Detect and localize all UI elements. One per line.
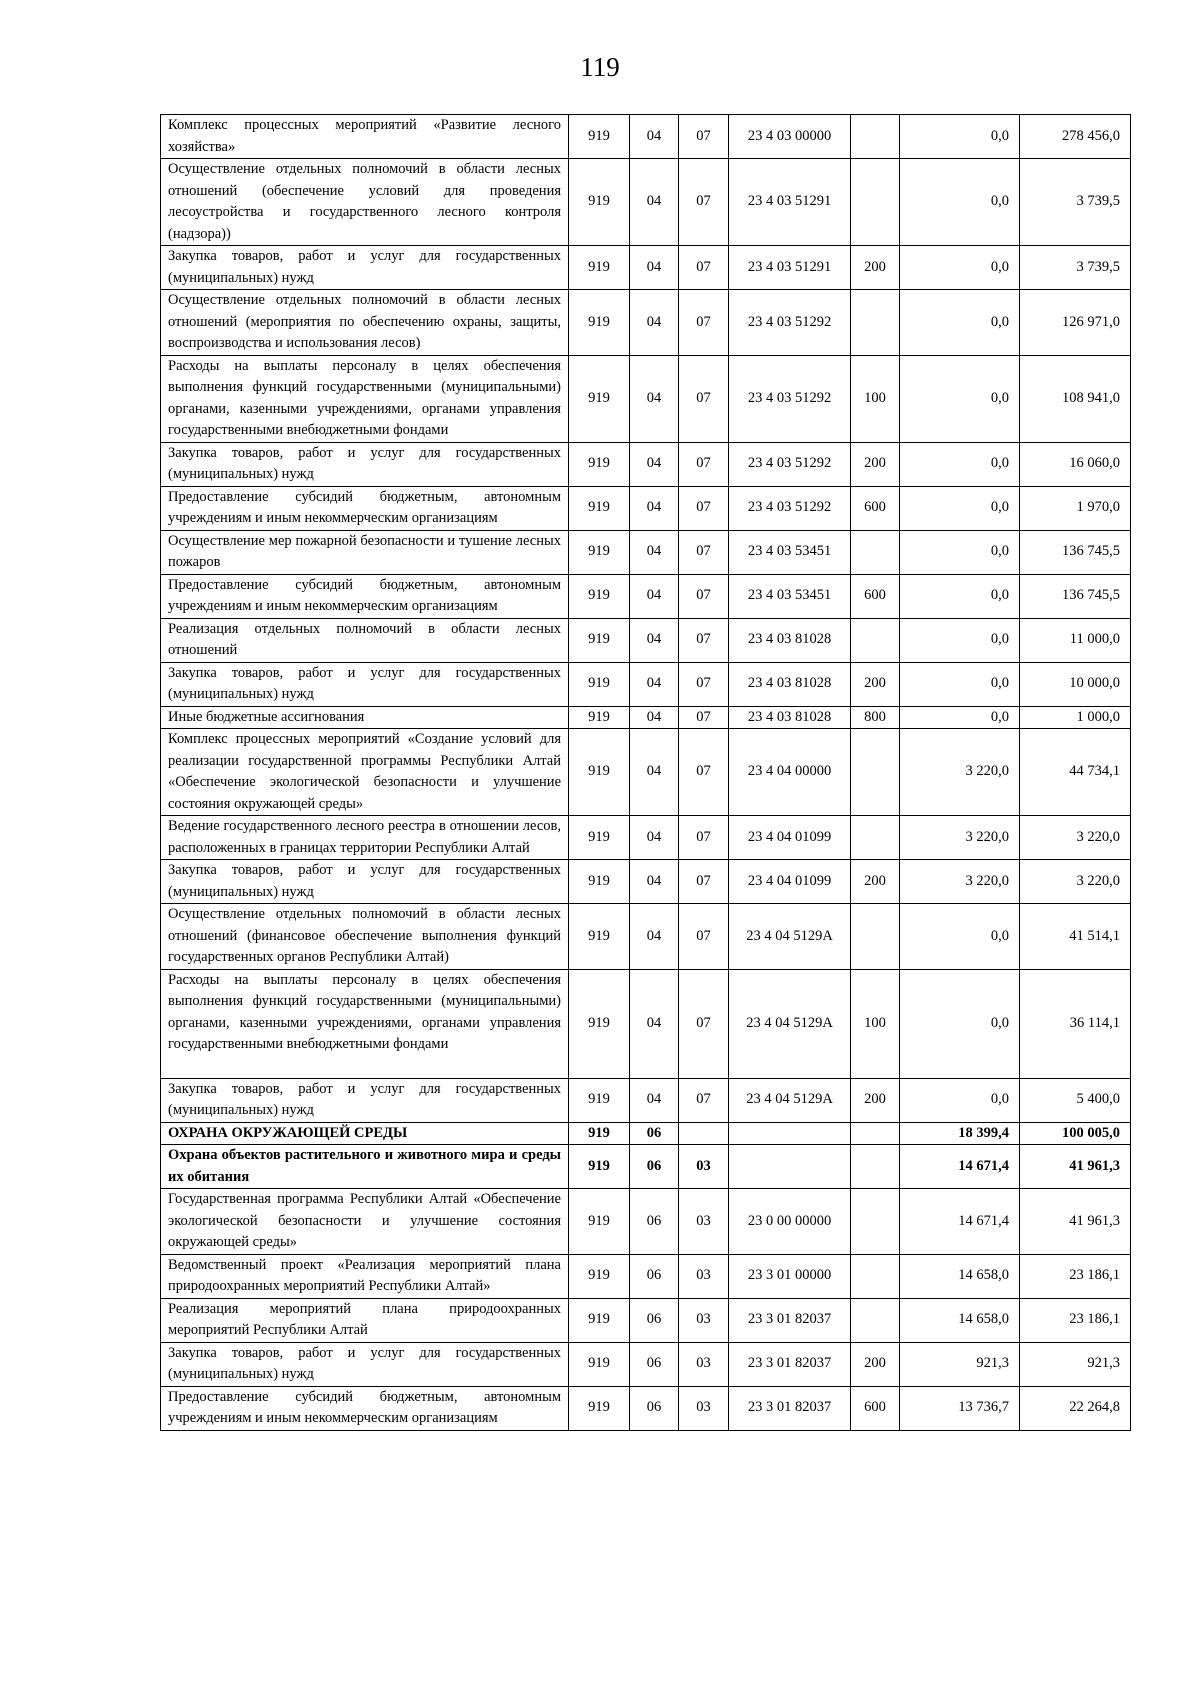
admin-code: 919 [569,1254,630,1298]
target-article-code: 23 4 03 53451 [729,574,851,618]
admin-code: 919 [569,1342,630,1386]
table-row [161,159,1131,246]
row-name: Осуществление отдельных полномочий в области лесных отношений (обеспечение условий для проведения лесоустройства и государственного лесного контроля (надзора)) [161,159,569,246]
admin-code: 919 [569,1122,630,1145]
subsection-code: 07 [679,860,729,904]
admin-code: 919 [569,729,630,816]
row-name: Реализация отдельных полномочий в области лесных отношений [161,618,569,662]
amount-second: 100 005,0 [1020,1122,1131,1145]
amount-first: 0,0 [900,115,1020,159]
subsection-code: 03 [679,1189,729,1255]
expense-type-code [851,159,900,246]
admin-code: 919 [569,816,630,860]
amount-second: 23 186,1 [1020,1298,1131,1342]
table-row [161,816,1131,860]
subsection-code: 07 [679,706,729,729]
expense-type-code: 200 [851,442,900,486]
subsection-code: 07 [679,442,729,486]
admin-code: 919 [569,1298,630,1342]
amount-first: 921,3 [900,1342,1020,1386]
section-code: 04 [630,729,679,816]
amount-second: 108 941,0 [1020,355,1131,442]
section-code: 04 [630,816,679,860]
admin-code: 919 [569,290,630,356]
amount-second: 3 220,0 [1020,816,1131,860]
row-name: Реализация мероприятий плана природоохранных мероприятий Республики Алтай [161,1298,569,1342]
target-article-code: 23 4 03 51292 [729,290,851,356]
target-article-code: 23 4 03 53451 [729,530,851,574]
target-article-code: 23 4 03 51292 [729,442,851,486]
expense-type-code [851,1298,900,1342]
section-code: 06 [630,1254,679,1298]
table-row [161,1342,1131,1386]
table-row [161,860,1131,904]
row-name: Комплекс процессных мероприятий «Развитие лесного хозяйства» [161,115,569,159]
amount-second: 41 514,1 [1020,904,1131,970]
row-name: Закупка товаров, работ и услуг для государственных (муниципальных) нужд [161,442,569,486]
target-article-code: 23 4 04 00000 [729,729,851,816]
expense-type-code: 600 [851,574,900,618]
row-name: Закупка товаров, работ и услуг для государственных (муниципальных) нужд [161,246,569,290]
section-code: 04 [630,662,679,706]
target-article-code: 23 4 03 81028 [729,662,851,706]
expense-type-code: 200 [851,1342,900,1386]
row-name: Расходы на выплаты персоналу в целях обеспечения выполнения функций государственными (муниципальными) органами, казенными учреждениями, органами управления государственными внебюджетными фондами [161,969,569,1078]
section-code: 04 [630,530,679,574]
amount-first: 0,0 [900,486,1020,530]
table-row [161,904,1131,970]
target-article-code: 23 4 04 01099 [729,860,851,904]
row-name: Предоставление субсидий бюджетным, автономным учреждениям и иным некоммерческим организациям [161,574,569,618]
admin-code: 919 [569,159,630,246]
admin-code: 919 [569,969,630,1078]
section-code: 06 [630,1298,679,1342]
amount-second: 10 000,0 [1020,662,1131,706]
section-code: 06 [630,1386,679,1430]
row-name: Осуществление отдельных полномочий в области лесных отношений (финансовое обеспечение выполнения функций государственных органов Республики Алтай) [161,904,569,970]
subsection-code: 07 [679,355,729,442]
section-code: 06 [630,1189,679,1255]
target-article-code [729,1145,851,1189]
section-code: 04 [630,442,679,486]
table-row [161,662,1131,706]
amount-first: 0,0 [900,290,1020,356]
row-name: Государственная программа Республики Алтай «Обеспечение экологической безопасности и улучшение состояния окружающей среды» [161,1189,569,1255]
row-name: Закупка товаров, работ и услуг для государственных (муниципальных) нужд [161,662,569,706]
row-name: Комплекс процессных мероприятий «Создание условий для реализации государственной программы Республики Алтай «Обеспечение экологической безопасности и улучшение состояния окружающей среды» [161,729,569,816]
section-code: 04 [630,355,679,442]
budget-table-body [161,115,1131,1431]
expense-type-code [851,816,900,860]
amount-second: 44 734,1 [1020,729,1131,816]
expense-type-code: 100 [851,355,900,442]
amount-first: 14 658,0 [900,1254,1020,1298]
amount-first: 14 658,0 [900,1298,1020,1342]
subsection-code: 07 [679,246,729,290]
section-code: 06 [630,1145,679,1189]
row-name: Расходы на выплаты персоналу в целях обеспечения выполнения функций государственными (муниципальными) органами, казенными учреждениями, органами управления государственными внебюджетными фондами [161,355,569,442]
table-row [161,1386,1131,1430]
amount-first: 0,0 [900,706,1020,729]
section-code: 04 [630,574,679,618]
admin-code: 919 [569,486,630,530]
subsection-code [679,1122,729,1145]
amount-first: 0,0 [900,618,1020,662]
budget-table [160,114,1131,1431]
expense-type-code [851,1122,900,1145]
target-article-code: 23 3 01 82037 [729,1386,851,1430]
row-name: Ведомственный проект «Реализация мероприятий плана природоохранных мероприятий Республики Алтай» [161,1254,569,1298]
table-row [161,729,1131,816]
target-article-code [729,1122,851,1145]
subsection-code: 07 [679,115,729,159]
target-article-code: 23 3 01 82037 [729,1298,851,1342]
subsection-code: 07 [679,904,729,970]
section-code: 04 [630,486,679,530]
section-code: 06 [630,1122,679,1145]
admin-code: 919 [569,706,630,729]
subsection-code: 03 [679,1342,729,1386]
admin-code: 919 [569,618,630,662]
row-name: Предоставление субсидий бюджетным, автономным учреждениям и иным некоммерческим организациям [161,1386,569,1430]
amount-first: 0,0 [900,662,1020,706]
subsection-code: 07 [679,574,729,618]
admin-code: 919 [569,1145,630,1189]
section-code: 04 [630,969,679,1078]
amount-second: 136 745,5 [1020,574,1131,618]
amount-second: 36 114,1 [1020,969,1131,1078]
expense-type-code: 600 [851,1386,900,1430]
expense-type-code: 200 [851,860,900,904]
row-name: Закупка товаров, работ и услуг для государственных (муниципальных) нужд [161,860,569,904]
amount-first: 0,0 [900,904,1020,970]
table-row [161,442,1131,486]
amount-first: 0,0 [900,246,1020,290]
subsection-code: 07 [679,729,729,816]
amount-second: 921,3 [1020,1342,1131,1386]
amount-second: 1 000,0 [1020,706,1131,729]
admin-code: 919 [569,355,630,442]
amount-first: 3 220,0 [900,816,1020,860]
amount-first: 3 220,0 [900,729,1020,816]
admin-code: 919 [569,904,630,970]
expense-type-code [851,618,900,662]
target-article-code: 23 4 04 5129А [729,1078,851,1122]
target-article-code: 23 4 04 5129А [729,904,851,970]
row-name: Ведение государственного лесного реестра в отношении лесов, расположенных в границах территории Республики Алтай [161,816,569,860]
amount-second: 278 456,0 [1020,115,1131,159]
table-row [161,290,1131,356]
subsection-code: 07 [679,969,729,1078]
page-number: 119 [580,52,620,82]
amount-second: 1 970,0 [1020,486,1131,530]
table-row [161,530,1131,574]
section-code: 06 [630,1342,679,1386]
table-row [161,1122,1131,1145]
admin-code: 919 [569,1078,630,1122]
amount-first: 0,0 [900,969,1020,1078]
amount-second: 136 745,5 [1020,530,1131,574]
subsection-code: 03 [679,1298,729,1342]
amount-first: 14 671,4 [900,1145,1020,1189]
amount-second: 3 739,5 [1020,159,1131,246]
section-code: 04 [630,1078,679,1122]
amount-second: 41 961,3 [1020,1189,1131,1255]
subsection-code: 07 [679,159,729,246]
amount-second: 3 220,0 [1020,860,1131,904]
admin-code: 919 [569,860,630,904]
amount-second: 3 739,5 [1020,246,1131,290]
target-article-code: 23 4 03 81028 [729,618,851,662]
amount-first: 3 220,0 [900,860,1020,904]
table-row [161,115,1131,159]
admin-code: 919 [569,442,630,486]
admin-code: 919 [569,1386,630,1430]
section-code: 04 [630,904,679,970]
expense-type-code [851,1189,900,1255]
expense-type-code: 200 [851,662,900,706]
admin-code: 919 [569,662,630,706]
expense-type-code: 600 [851,486,900,530]
expense-type-code [851,1145,900,1189]
amount-first: 0,0 [900,1078,1020,1122]
amount-first: 0,0 [900,442,1020,486]
table-row [161,1254,1131,1298]
subsection-code: 03 [679,1145,729,1189]
expense-type-code [851,115,900,159]
row-name: Закупка товаров, работ и услуг для государственных (муниципальных) нужд [161,1342,569,1386]
amount-first: 0,0 [900,355,1020,442]
section-code: 04 [630,159,679,246]
row-name: Иные бюджетные ассигнования [161,706,569,729]
target-article-code: 23 4 03 51292 [729,486,851,530]
subsection-code: 07 [679,290,729,356]
table-row [161,1145,1131,1189]
amount-second: 126 971,0 [1020,290,1131,356]
target-article-code: 23 3 01 00000 [729,1254,851,1298]
amount-first: 0,0 [900,574,1020,618]
subsection-code: 07 [679,816,729,860]
target-article-code: 23 4 04 5129А [729,969,851,1078]
amount-second: 5 400,0 [1020,1078,1131,1122]
admin-code: 919 [569,115,630,159]
target-article-code: 23 4 03 51291 [729,159,851,246]
table-row [161,355,1131,442]
table-row [161,1189,1131,1255]
section-code: 04 [630,290,679,356]
amount-second: 16 060,0 [1020,442,1131,486]
expense-type-code [851,729,900,816]
table-row [161,1298,1131,1342]
table-row [161,618,1131,662]
row-name: Закупка товаров, работ и услуг для государственных (муниципальных) нужд [161,1078,569,1122]
admin-code: 919 [569,246,630,290]
expense-type-code [851,904,900,970]
expense-type-code: 800 [851,706,900,729]
section-code: 04 [630,618,679,662]
subsection-code: 03 [679,1386,729,1430]
target-article-code: 23 0 00 00000 [729,1189,851,1255]
row-name: ОХРАНА ОКРУЖАЮЩЕЙ СРЕДЫ [161,1122,569,1145]
row-name: Осуществление отдельных полномочий в области лесных отношений (мероприятия по обеспечению охраны, защиты, воспроизводства и использования лесов) [161,290,569,356]
amount-first: 18 399,4 [900,1122,1020,1145]
expense-type-code [851,290,900,356]
row-name: Предоставление субсидий бюджетным, автономным учреждениям и иным некоммерческим организациям [161,486,569,530]
amount-second: 11 000,0 [1020,618,1131,662]
target-article-code: 23 3 01 82037 [729,1342,851,1386]
amount-first: 13 736,7 [900,1386,1020,1430]
subsection-code: 07 [679,1078,729,1122]
row-name: Охрана объектов растительного и животного мира и среды их обитания [161,1145,569,1189]
section-code: 04 [630,706,679,729]
subsection-code: 03 [679,1254,729,1298]
target-article-code: 23 4 04 01099 [729,816,851,860]
table-row [161,1078,1131,1122]
table-row [161,574,1131,618]
amount-second: 23 186,1 [1020,1254,1131,1298]
admin-code: 919 [569,574,630,618]
target-article-code: 23 4 03 51291 [729,246,851,290]
expense-type-code: 100 [851,969,900,1078]
subsection-code: 07 [679,618,729,662]
amount-first: 14 671,4 [900,1189,1020,1255]
section-code: 04 [630,115,679,159]
expense-type-code: 200 [851,246,900,290]
target-article-code: 23 4 03 51292 [729,355,851,442]
admin-code: 919 [569,1189,630,1255]
amount-first: 0,0 [900,159,1020,246]
expense-type-code [851,530,900,574]
admin-code: 919 [569,530,630,574]
amount-second: 41 961,3 [1020,1145,1131,1189]
subsection-code: 07 [679,486,729,530]
subsection-code: 07 [679,530,729,574]
amount-second: 22 264,8 [1020,1386,1131,1430]
table-row [161,969,1131,1078]
row-name: Осуществление мер пожарной безопасности и тушение лесных пожаров [161,530,569,574]
table-row [161,246,1131,290]
section-code: 04 [630,246,679,290]
section-code: 04 [630,860,679,904]
table-row [161,706,1131,729]
target-article-code: 23 4 03 00000 [729,115,851,159]
amount-first: 0,0 [900,530,1020,574]
expense-type-code: 200 [851,1078,900,1122]
expense-type-code [851,1254,900,1298]
target-article-code: 23 4 03 81028 [729,706,851,729]
table-row [161,486,1131,530]
subsection-code: 07 [679,662,729,706]
